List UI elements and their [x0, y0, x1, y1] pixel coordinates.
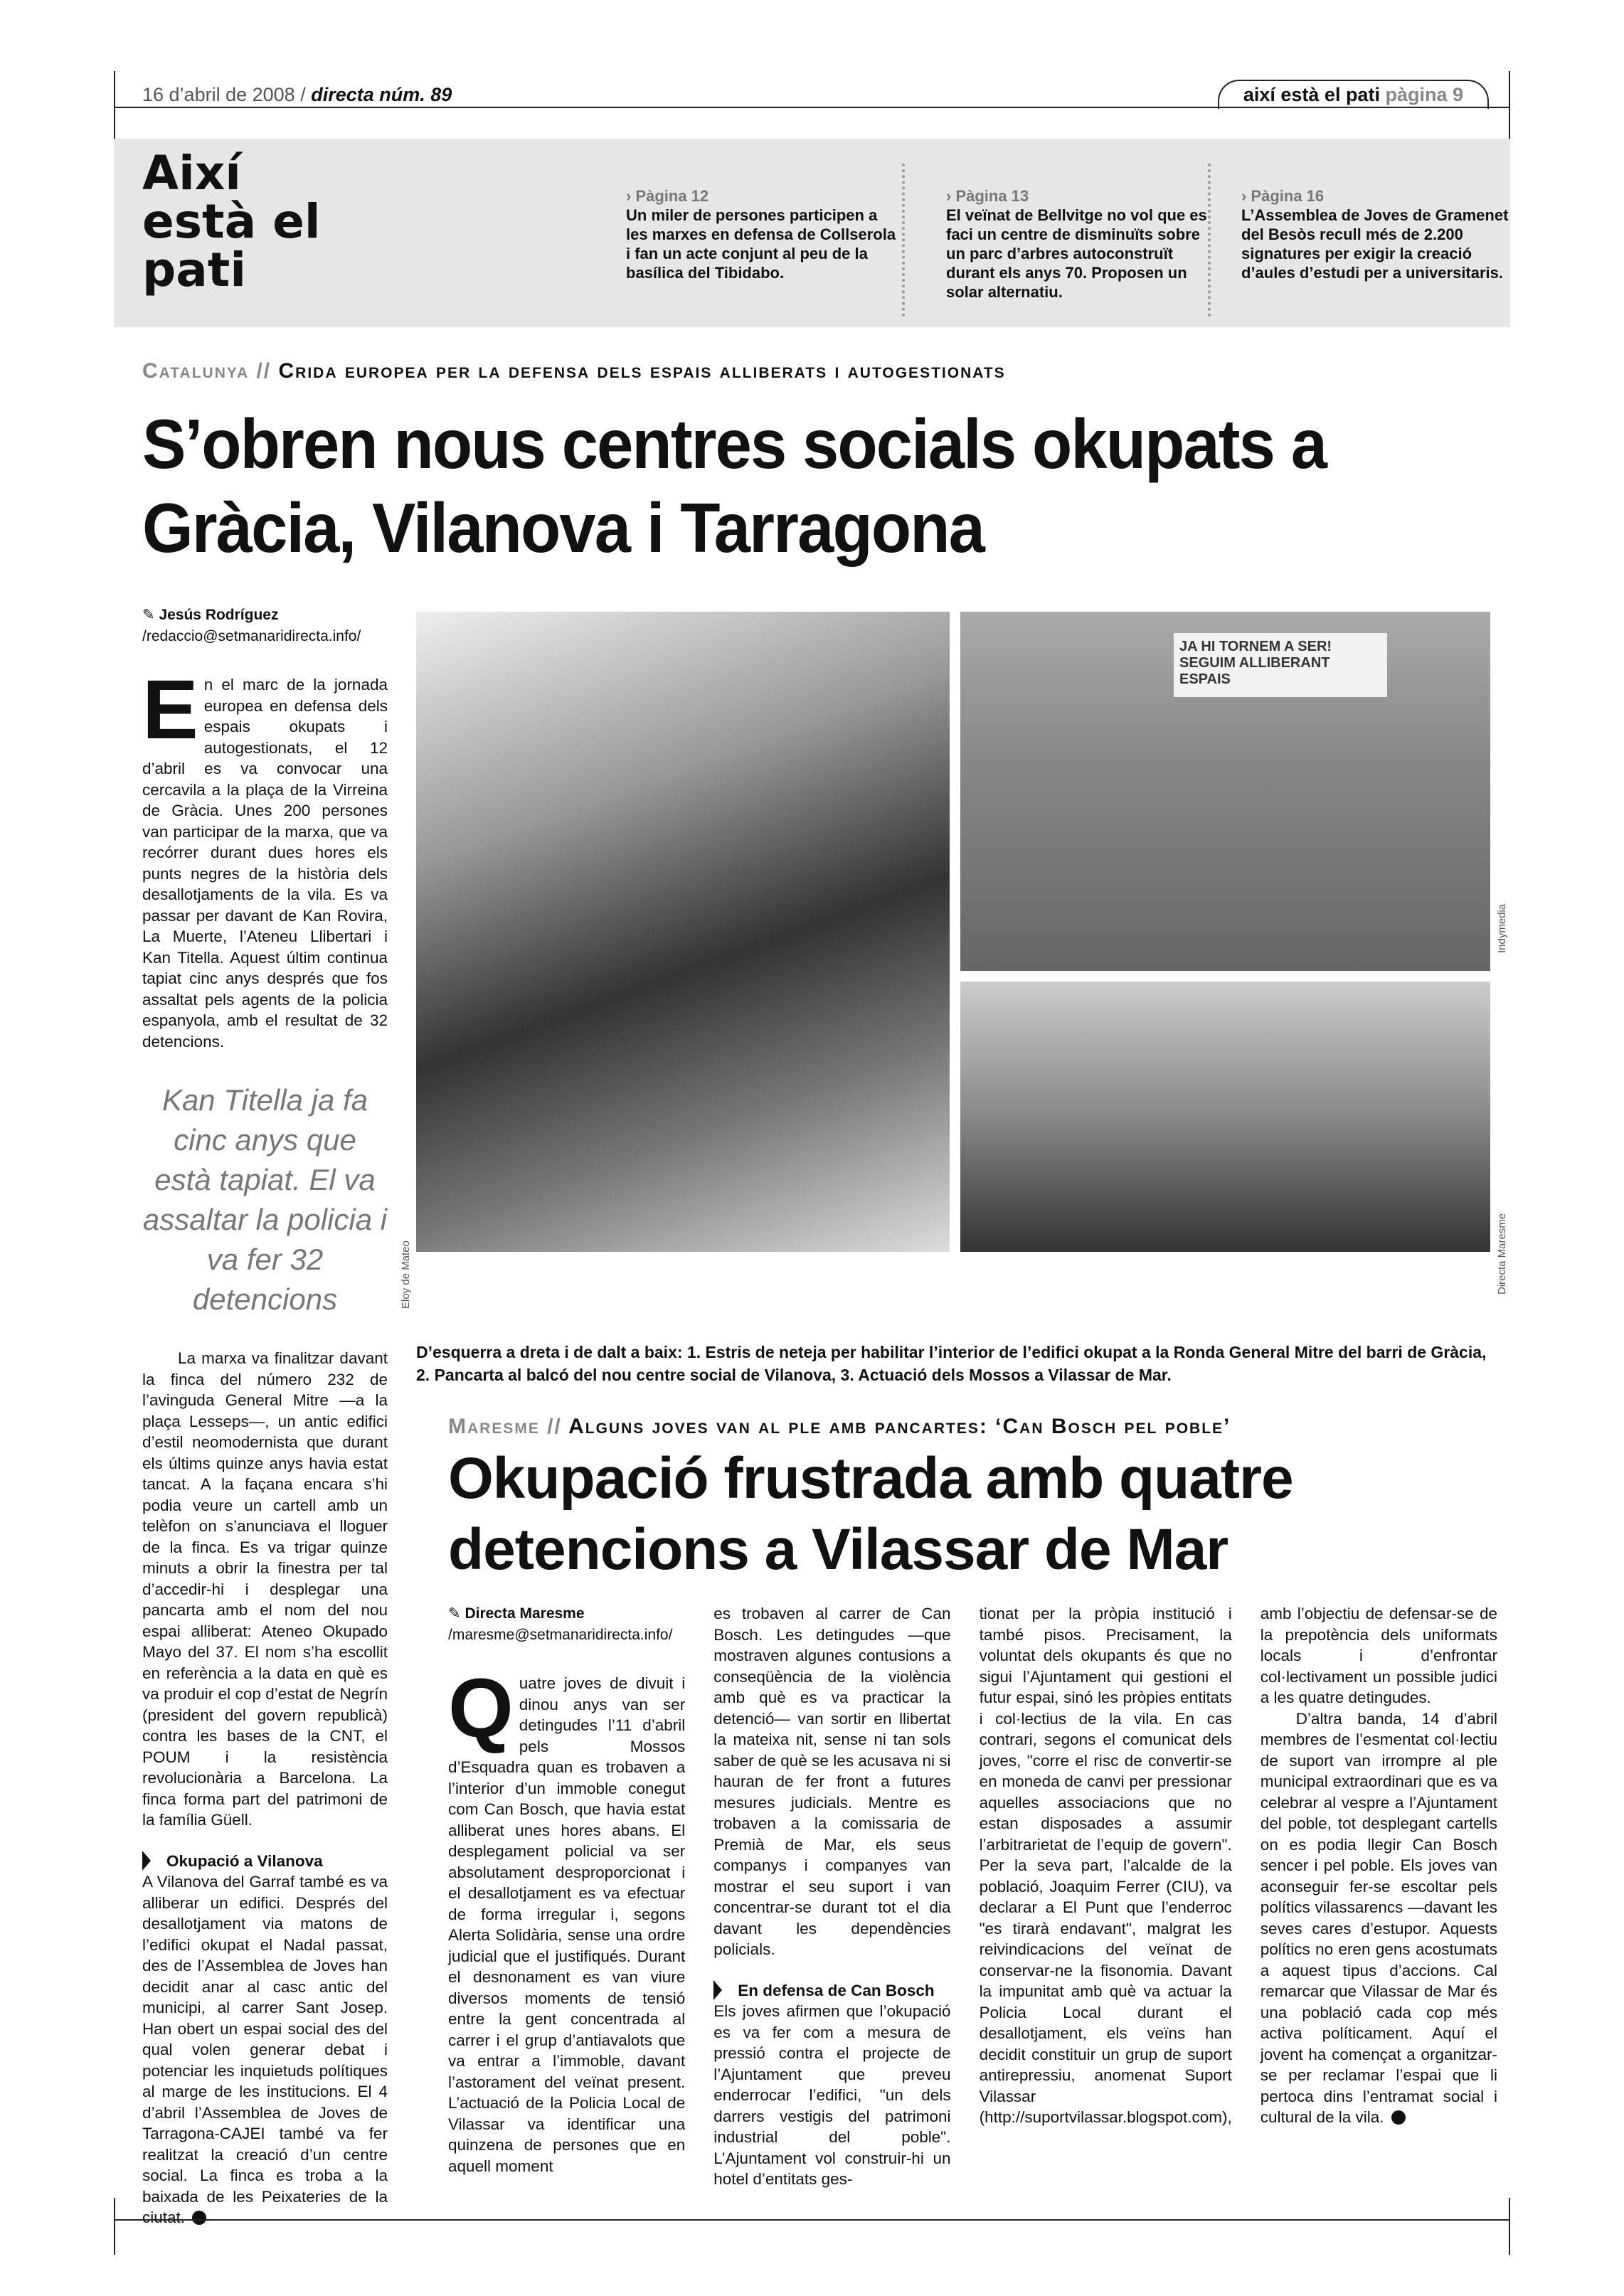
photo-credit: Directa Maresme — [1496, 1213, 1508, 1295]
article2-headline: Okupació frustrada amb quatre detencions a Vilassar de Mar — [448, 1446, 1293, 1582]
header-date: 16 d’abril de 2008 / directa núm. 89 — [142, 84, 452, 105]
photo-window-okupation — [416, 612, 950, 1252]
footer-rule-left — [114, 2198, 115, 2255]
article2-columns — [448, 1603, 1497, 2190]
article2-column-2: es trobaven al carrer de Can Bosch. Les detingudes —que mostraven algunes contusions a conseqüència de la violència amb què es va practicar la detenció— van sortir en llibertat la mateixa nit, sense ni tan sols saber de què se les acusava ni si hauran de fer front a futures mesures judicials. Mentre es trobaven a la comissaria de Premià de Mar, els seus companys i companyes van mostrar el seu suport i van concentrar-se durant tot el dia davant les dependències policials. En defensa de Can Bosch Els joves afirmen que l’okupació es va fer com a mesura de pressió contra el projecte de l’Ajuntament que preveu enderrocar l’edifici, "un dels darrers vestigis del patrimoni industrial del poble". L’Ajuntament vol construir-hi un hotel d’entitats ges- — [713, 1605, 951, 2188]
photo-balcony-banner: JA HI TORNEM A SER! SEGUIM ALLIBERANT ESPAIS — [960, 612, 1490, 971]
author-email[interactable]: /maresme@setmanaridirecta.info/ — [448, 1627, 673, 1643]
article1-kicker: Catalunya // Crida europea per la defensa dels espais alliberats i autogestionats — [142, 359, 1006, 383]
section-title: Així està el pati — [142, 146, 321, 297]
footer-rule — [114, 2219, 1510, 2221]
right-flow — [416, 1255, 1497, 2190]
subheading: En defensa de Can Bosch — [713, 1980, 950, 2002]
divider — [1208, 164, 1211, 317]
article2-column-1: ✎ Directa Maresme /maresme@setmanaridirecta.info/ Quatre joves de divuit i dinou anys van ser detingudes l’11 d’abril pels Mossos d’Esquadra quan es trobaven a l’interior d’un immoble conegut com Can Bosch, que havia estat alliberat unes hores abans. El desplegament policial va ser absolutament desproporcionat i el desallotjament es va efectuar de forma irregular i, segons Alerta Solidària, sense una ordre judicial que el justifiqués. Durant el desnonament es van viure diversos moments de tensió entre la gent concentrada al carrer i el grup d’antiavalots que va entrar a l’immoble, davant l’astorament del veïnat present. L’actuació de la Policia Local de Vilassar va identificar una quinzena de persones que en aquell moment — [448, 1605, 686, 2175]
article2 — [448, 1415, 1497, 2190]
article2-column-3: tionat per la pròpia institució i també pisos. Precisament, la voluntat dels okupants és que no sigui l’Ajuntament qui gestioni el futur espai, sinó les pròpies entitats i col·lectius de la vila. En cas contrari, segons el comunicat dels joves, "corre el risc de convertir-se en moneda de canvi per pressionar aquelles associacions que no estan disposades a assumir l’arbitrarietat de l’equip de govern". Per la seva part, l’alcalde de la població, Joaquim Ferrer (CIU), va declarar a El Punt que l’enderroc "es tirarà endavant", malgrat les reivindicacions del veïnat de conservar-ne la fisonomia. Davant la impunitat amb què va actuar la Policia Local durant el desallotjament, els veïns han decidit constituir un grup de suport antirepressiu, anomenat Suport Vilassar (http://suportvilassar.blogspot.com), — [979, 1605, 1232, 2126]
header-section: així està el pati pàgina 9 — [1218, 80, 1489, 109]
teaser-2[interactable]: › Pàgina 13 El veïnat de Bellvitge no vol que es faci un centre de disminuïts sobre un parc d’arbres autoconstruït durant els anys 70. Proposen un solar alternatiu. — [946, 187, 1207, 301]
teaser-3[interactable]: › Pàgina 16 L’Assemblea de Joves de Gramenet del Besòs recull més de 2.200 signatures per exigir la creació d’aules d’estudi per a universitaris. — [1241, 187, 1509, 282]
article2-column-4: amb l’objectiu de defensar-se de la prepotència dels uniformats locals i d’enfrontar col·lectivament un possible judici a les quatre detingudes. D’altra banda, 14 d’abril membres de l’esmentat col·lectiu de suport van irrompre al ple municipal extraordinari que es va celebrar al vespre a l’Ajuntament del poble, tot desplegant cartells on es podia llegir Can Bosch sencer i pel poble. Els joves van aconseguir fer-se escoltar pels polítics vilassarencs —davant les seves cares d’estupor. Aquests polítics no eren gens acostumats a aquest tipus d’accions. Cal remarcar que Vilassar de Mar és una població cada cop més activa políticament. Aquí el jovent ha començat a organitzar-se per reclamar l’espai que li pertoca dins l’entramat social i cultural de la vila. — [1260, 1605, 1497, 2126]
divider — [902, 164, 905, 317]
subheading: Okupació a Vilanova — [142, 1851, 388, 1872]
header-rule-left — [114, 71, 115, 139]
photo-credit: Indymedia — [1496, 903, 1508, 953]
photo-police-action — [960, 982, 1490, 1252]
photo-credit: Eloy de Mateo — [400, 1240, 412, 1309]
article1-paragraph: En el marc de la jornada europea en defensa dels espais okupats i autogestionats, el 12 d’abril es va convocar una cercavila a la plaça de la Virreina de Gràcia. Unes 200 persones van participar de la marxa, que va recórrer durant dues hores els punts negres de la història dels desallotjaments de la vila. Es va passar per davant de Kan Rovira, La Muerte, l’Ateneu Llibertari i Kan Titella. Aquest últim continua tapiat cinc anys després que fos assaltat pels agents de la policia espanyola, amb el resultat de 32 detencions. — [142, 663, 388, 1051]
article2-kicker: Maresme // Alguns joves van al ple amb pancartes: ‘Can Bosch pel poble’ — [448, 1415, 1231, 1438]
header-rule-right — [1509, 71, 1510, 139]
article1-left-column: ✎ Jesús Rodríguez /redaccio@setmanaridirecta.info/ En el marc de la jornada europea en defensa dels espais okupats i autogestionats, el 12 d’abril es va convocar una cercavila a la plaça de la Virreina de Gràcia. Unes 200 persones van participar de la marxa, que va recórrer durant dues hores els punts negres de la història dels desallotjaments de la vila. Es va passar per davant de Kan Rovira, La Muerte, l’Ateneu Llibertari i Kan Titella. Aquest últim continua tapiat cinc anys després que fos assaltat pels agents de la policia espanyola, amb el resultat de 32 detencions. Kan Titella ja fa cinc anys que està tapiat. El va assaltar la policia i va fer 32 detencions La marxa va finalitzar davant la finca del número 232 de l’avinguda General Mitre —a la plaça Lesseps—, un antic edifici d’estil neomodernista que durant els últims quinze anys havia estat tancat. A la façana encara s’hi podia veure un cartell amb un telèfon on s’anunciava el lloguer de la finca. Es va trigar quinze minuts a obrir la finestra per tal d’accedir-hi i desplegar una pancarta amb el nom del nou espai alliberat: Ateneo Okupado Mayo del 37. El nom s’ha escollit en referència a la data en què es va produir el cop d’estat de Negrín (president del govern republicà) contra les bases de la CNT, el POUM i la resistència revolucionària a Barcelona. La finca forma part del patrimoni de la família Güell. Okupació a Vilanova A Vilanova del Garraf també es va alliberar un edifici. Després del desallotjament via matons de l’edifici okupat el Nadal passat, des de l’Assemblea de Joves han decidit anar al casc antic del municipi, al carrer Sant Josep. Han obert un espai social des del qual volen generar debat i potenciar les inquietuds polítiques al marge de les institucions. El 4 d’abril l’Assemblea de Joves de Tarragona-CAJEI també va fer realitzat la creació d’un centre social. La finca es troba a la baixada de les Peixateries de la ciutat. — [142, 605, 388, 2228]
pull-quote: Kan Titella ja fa cinc anys que està tapiat. El va assaltar la policia i va fer 32 detencions — [142, 1083, 388, 1316]
teaser-1[interactable]: › Pàgina 12 Un miler de persones participen a les marxes en defensa de Collserola i fan un acte conjunt al peu de la basílica del Tibidabo. — [626, 187, 896, 282]
end-mark-icon — [1391, 2110, 1406, 2125]
end-mark-icon — [192, 2211, 206, 2225]
footer-rule-right — [1509, 2198, 1510, 2255]
author-email[interactable]: /redaccio@setmanaridirecta.info/ — [142, 628, 361, 644]
article1-headline: S’obren nous centres socials okupats a Gràcia, Vilanova i Tarragona — [142, 405, 1327, 567]
photo-caption: D’esquerra a dreta i de dalt a baix: 1. Estris de neteja per habilitar l’interior de l’edifici okupat a la Ronda General Mitre del barri de Gràcia, 2. Pancarta al balcó del nou centre social de Vilanova, 3. Actuació dels Mossos a Vilassar de Mar. — [416, 1343, 1487, 1384]
byline: ✎ Jesús Rodríguez — [142, 607, 279, 623]
